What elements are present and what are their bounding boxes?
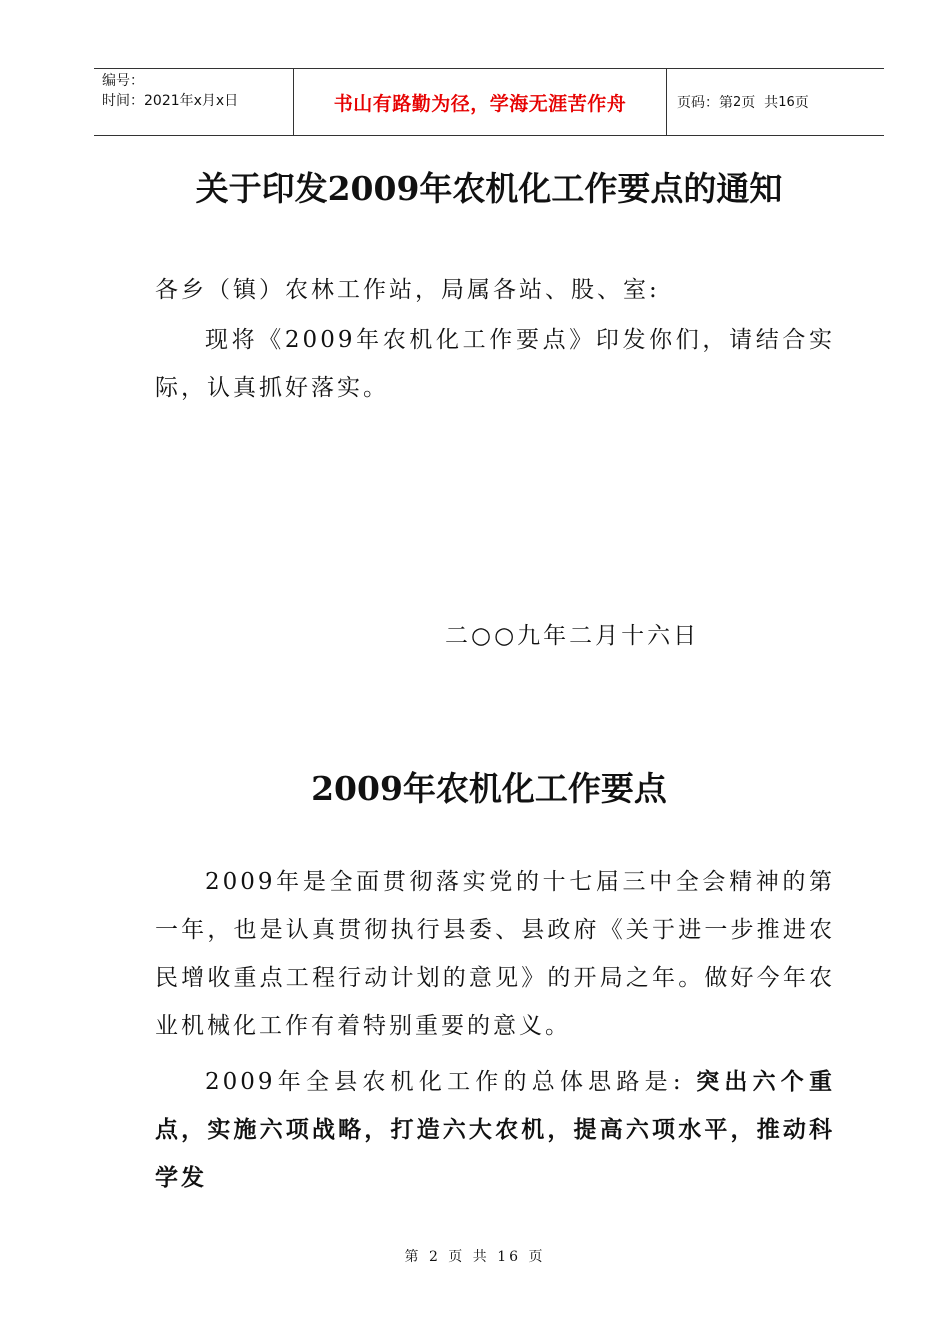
- para2-lead: 2009年全县农机化工作的: [205, 1069, 532, 1095]
- header-motto: 书山有路勤为径，学海无涯苦作舟: [294, 69, 667, 135]
- header-meta: [94, 69, 294, 135]
- page-label-prefix: 页码：第: [677, 95, 733, 111]
- page-footer: 第 2 页 共 16 页: [404, 1249, 546, 1265]
- page-label-suffix: 页: [794, 95, 809, 111]
- points-paragraph-1: 2009年是全面贯彻落实党的十七届三中全会精神的第一年，也是认真贯彻执行县委、县政府《关于进一步推进农民增收重点工程行动计划的意见》的开局之年。做好今年农业机械化工作有着特别重要的意义。: [155, 869, 835, 1039]
- number-label: 编号：: [102, 73, 144, 89]
- points-paragraph-2: [155, 1058, 835, 1202]
- notice-recipients: 各乡（镇）农林工作站，局属各站、股、室:: [155, 277, 660, 303]
- para2-term: 总体思路: [531, 1069, 645, 1095]
- page-total: 16: [778, 94, 795, 110]
- points-title: 2009年农机化工作要点: [311, 769, 667, 808]
- page-current: 2: [733, 94, 742, 110]
- notice-body: 现将《2009年农机化工作要点》印发你们，请结合实际，认真抓好落实。: [155, 327, 835, 401]
- time-label: 时间：2021年x月x日: [102, 93, 239, 109]
- page-label-mid: 页 共: [741, 95, 779, 111]
- para2-colon: 是:: [644, 1069, 697, 1095]
- page-header: [94, 68, 884, 136]
- header-page-info: [667, 69, 884, 135]
- notice-date: 二○○九年二月十六日: [445, 623, 700, 649]
- para2-bold-text: 突出六个重点，实施六项战略，打造六大农机，提高六项水平，推动科学发: [155, 1068, 836, 1191]
- notice-title: 关于印发2009年农机化工作要点的通知: [195, 169, 783, 208]
